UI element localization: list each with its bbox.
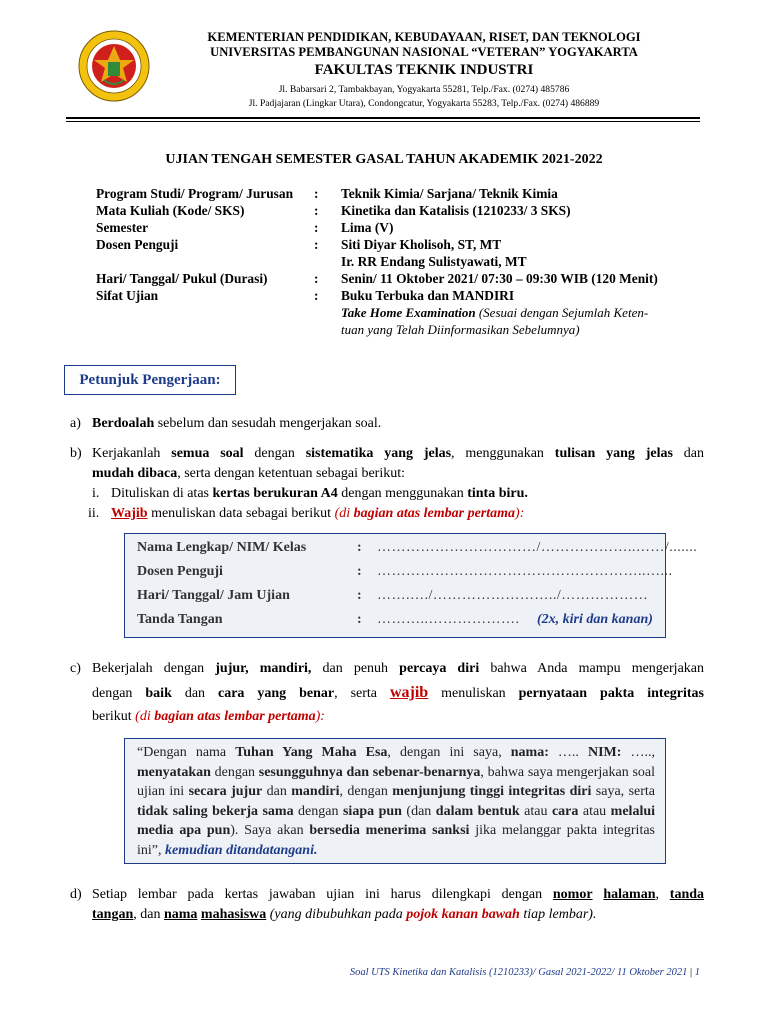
identity-label: Hari/ Tanggal/ Jam Ujian [137, 588, 290, 603]
info-colon: : [314, 237, 319, 252]
text: jika melanggar pakta integritas ini”, [137, 823, 655, 858]
item-a-marker: a) [70, 416, 81, 431]
identity-label: Dosen Penguji [137, 564, 223, 579]
emphasis: cara [551, 803, 579, 819]
text: dan [171, 686, 218, 701]
header-rule-thick [66, 117, 700, 119]
info-value: Senin/ 11 Oktober 2021/ 07:30 – 09:30 WIB (120 Menit) [341, 271, 658, 286]
emphasis: pojok kanan bawah [406, 907, 520, 922]
emphasis: Tuhan Yang Maha Esa [235, 745, 388, 760]
emphasis: mahasiswa [200, 907, 267, 922]
exam-note-line-2: tuan yang Telah Diinformasikan Sebelumnya) [341, 322, 580, 337]
fill-dots: ………..………………. [377, 612, 520, 627]
exam-title: UJIAN TENGAH SEMESTER GASAL TAHUN AKADEMIK 2021-2022 [165, 152, 603, 167]
identity-row [137, 564, 673, 580]
emphasis: siapa pun [342, 803, 402, 819]
emphasis: baik [145, 686, 172, 701]
info-row [96, 219, 706, 236]
info-value: Teknik Kimia/ Sarjana/ Teknik Kimia [341, 186, 558, 201]
emphasis: pernyataan pakta integritas [518, 686, 704, 701]
emphasis: nama: [510, 745, 549, 760]
identity-row [137, 540, 698, 556]
item-b-marker: b) [70, 446, 82, 461]
colon: : [357, 612, 362, 627]
text: berikut [92, 709, 136, 724]
info-value: Ir. RR Endang Sulistyawati, MT [341, 254, 527, 269]
emphasis: bersedia menerima sanksi [309, 823, 470, 838]
text: saya, serta [591, 784, 655, 799]
info-value: Lima (V) [341, 220, 394, 235]
integrity-pact-box [124, 738, 666, 864]
fill-dots: …….…./……………………../……………… [377, 588, 649, 603]
text: , dengan ini saya, [387, 745, 511, 760]
identity-label: Nama Lengkap/ NIM/ Kelas [137, 540, 307, 555]
emphasis: sesungguhnya dan sebenar-benarnya [258, 764, 481, 780]
text: Bekerjalah dengan [92, 661, 216, 676]
emphasis: dalam bentuk [435, 803, 520, 819]
colon: : [357, 564, 362, 579]
wajib-emphasis: Wajib [111, 506, 148, 521]
emphasis: nomor [552, 887, 593, 902]
item-b-line-1 [92, 443, 704, 464]
item-b-i-marker: i. [92, 486, 100, 501]
text: dengan [210, 764, 259, 780]
text: dan [262, 784, 292, 799]
text: (yang dibubuhkan pada [266, 907, 407, 922]
colon: : [357, 588, 362, 603]
item-c-line-2 [92, 682, 704, 704]
item-d-line-1 [92, 884, 704, 905]
fill-dots: ……………………………/………………..……/....... [377, 540, 698, 555]
info-label: Dosen Penguji [96, 237, 179, 252]
item-b-line-2 [92, 463, 405, 484]
text: (di [135, 709, 155, 724]
text: , bahwa saya mengerjakan soal ujian ini [137, 764, 655, 799]
text: sebelum dan sesudah mengerjakan soal. [154, 416, 382, 431]
footer-separator: | [690, 967, 693, 978]
text [593, 887, 604, 902]
info-row [96, 185, 706, 202]
text: tiap lembar). [519, 907, 597, 922]
emphasis: melalui media apa pun [137, 803, 656, 838]
emphasis: tulisan yang jelas [554, 446, 673, 461]
emphasis: sistematika yang jelas [305, 446, 452, 461]
emphasis: kertas berukuran A4 [212, 486, 338, 501]
text: Kerjakanlah [92, 446, 172, 461]
item-b-i-text [111, 483, 528, 504]
identity-label: Tanda Tangan [137, 612, 223, 627]
info-colon: : [314, 288, 319, 303]
text: ….., [621, 745, 655, 760]
info-label: Hari/ Tanggal/ Pukul (Durasi) [96, 271, 268, 286]
university-name: UNIVERSITAS PEMBANGUNAN NASIONAL “VETERAN” YOGYAKARTA [210, 45, 638, 59]
text: ): [515, 506, 525, 521]
emphasis: tidak saling bekerja sama [137, 803, 294, 819]
info-row [96, 253, 706, 270]
emphasis: cara yang benar [217, 686, 335, 701]
footer-text: Soal UTS Kinetika dan Katalisis (1210233)/ Gasal 2021-2022/ 11 Oktober 2021 [349, 967, 691, 978]
address-line-2: Jl. Padjajaran (Lingkar Utara), Condongcatur, Yogyakarta 55283, Telp./Fax. (0274) 486889 [248, 98, 600, 109]
identity-data-box [124, 533, 698, 638]
emphasis: Berdoalah [92, 416, 155, 431]
page-footer [0, 967, 700, 978]
info-row [96, 287, 706, 304]
text: ): [315, 709, 325, 724]
emphasis: nama [163, 907, 198, 922]
text: bahwa Anda mampu mengerjakan [479, 661, 704, 676]
identity-row [137, 612, 653, 628]
item-c-line-3 [92, 706, 325, 727]
text: , [655, 887, 670, 902]
info-label: Program Studi/ Program/ Jurusan [96, 186, 294, 201]
text: , dan [133, 907, 164, 922]
address-line-1: Jl. Babarsari 2, Tambakbayan, Yogyakarta 55281, Telp./Fax. (0274) 485786 [278, 84, 570, 95]
info-colon: : [314, 271, 319, 286]
emphasis: tanda [669, 887, 705, 902]
info-row [96, 321, 706, 338]
info-label: Sifat Ujian [96, 288, 159, 303]
wajib-emphasis: wajib [389, 684, 429, 701]
emphasis: NIM: [588, 745, 622, 760]
emphasis: percaya diri [399, 661, 480, 676]
item-a-text [92, 413, 381, 434]
info-row [96, 304, 706, 321]
text: “Dengan nama [137, 745, 236, 760]
text: dengan [243, 446, 306, 461]
item-d-line-2 [92, 904, 596, 925]
text: , serta [334, 686, 390, 701]
text: (di [334, 506, 354, 521]
text: dengan [293, 803, 343, 819]
emphasis: menyatakan [137, 764, 211, 780]
signature-note: (2x, kiri dan kanan) [537, 612, 653, 627]
emphasis: jujur, mandiri, [215, 661, 312, 676]
text: , dengan [339, 784, 393, 799]
item-d-marker: d) [70, 887, 82, 902]
item-b-ii-marker: ii. [88, 506, 100, 521]
exam-info-table [96, 185, 706, 338]
instructions-heading: Petunjuk Pengerjaan: [64, 365, 236, 395]
text: dengan [92, 686, 146, 701]
header-rule-thin [66, 121, 700, 122]
emphasis: bagian atas lembar pertama [154, 709, 316, 724]
text: Dituliskan di atas [111, 486, 213, 501]
text: dan [672, 446, 704, 461]
info-colon: : [314, 186, 319, 201]
text: Setiap lembar pada kertas jawaban ujian ini harus dilengkapi dengan [92, 887, 553, 902]
take-home-label: Take Home Examination [341, 305, 476, 320]
text: dan penuh [311, 661, 400, 676]
ministry-name: KEMENTERIAN PENDIDIKAN, KEBUDAYAAN, RISET, DAN TEKNOLOGI [207, 30, 641, 44]
text: menuliskan [428, 686, 519, 701]
item-c-marker: c) [70, 661, 81, 676]
colon: : [357, 540, 362, 555]
text: dengan menggunakan [337, 486, 468, 501]
info-colon: : [314, 220, 319, 235]
info-row [96, 236, 706, 253]
faculty-name: FAKULTAS TEKNIK INDUSTRI [314, 62, 534, 78]
emphasis: kemudian ditandatangani. [165, 842, 318, 858]
page-number: 1 [692, 967, 700, 978]
info-label: Mata Kuliah (Kode/ SKS) [96, 203, 245, 218]
note-text: (Sesuai dengan Sejumlah Keten- [475, 305, 649, 320]
emphasis: mudah dibaca [92, 466, 178, 481]
text: ). Saya akan [230, 823, 310, 838]
emphasis: halaman [603, 887, 656, 902]
emphasis: menjunjung tinggi integritas diri [392, 784, 592, 799]
info-value: Kinetika dan Katalisis (1210233/ 3 SKS) [341, 203, 571, 218]
text: (dan [401, 803, 436, 819]
identity-row [137, 588, 649, 604]
text: atau [519, 803, 552, 819]
emphasis: tinta biru. [467, 486, 528, 501]
emphasis: bagian atas lembar pertama [353, 506, 516, 521]
text: atau [578, 803, 611, 819]
info-row [96, 202, 706, 219]
emphasis: secara jujur [188, 784, 263, 799]
info-label: Semester [96, 220, 149, 235]
emphasis: tangan [92, 907, 134, 922]
info-colon: : [314, 203, 319, 218]
text: ….. [548, 745, 588, 760]
fill-dots: ………………………………………………..…... [377, 564, 673, 579]
text: menuliskan data sebagai berikut [147, 506, 335, 521]
emphasis: mandiri [291, 784, 340, 799]
item-c-line-1 [92, 658, 704, 679]
text: , serta dengan ketentuan sebagai berikut: [177, 466, 406, 481]
info-value: Buku Terbuka dan MANDIRI [341, 288, 515, 303]
emphasis: semua soal [171, 446, 244, 461]
info-row [96, 270, 706, 287]
text: , menggunakan [451, 446, 555, 461]
integrity-pact-text [137, 743, 655, 860]
exam-note-line-1 [341, 304, 648, 321]
item-b-ii-text [111, 503, 524, 524]
info-value: Siti Diyar Kholisoh, ST, MT [341, 237, 502, 252]
